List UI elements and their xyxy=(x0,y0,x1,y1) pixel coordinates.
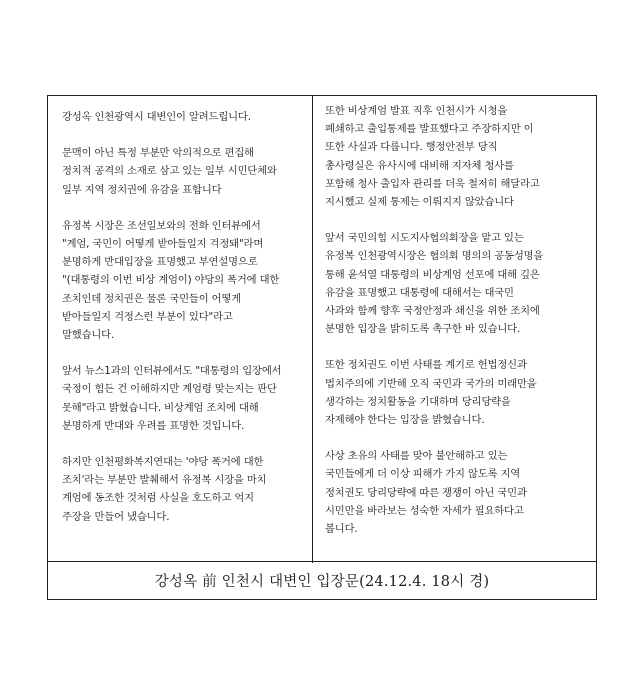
text-line: 또한 정치권도 이번 사태를 계기로 헌법정신과 xyxy=(325,359,527,372)
text-line: 생각하는 정치활동을 기대하며 당리당략을 xyxy=(325,395,511,408)
text-line: 유감을 표명했고 대통령에 대해서는 대국민 xyxy=(325,286,514,299)
text-line: 앞서 뉴스1과의 인터뷰에서도 "대통령의 입장에서 xyxy=(62,365,282,378)
text-line: 하지만 인천평화복지연대는 '야당 폭거에 대한 xyxy=(62,456,264,469)
text-line: 문맥이 아닌 특정 부분만 악의적으로 편집해 xyxy=(62,147,254,160)
text-line: 앞서 국민의힘 시도지사협의회장을 맡고 있는 xyxy=(325,232,524,245)
text-line: 사상 초유의 사태를 맞아 불안해하고 있는 xyxy=(325,450,508,463)
paragraph xyxy=(62,362,306,435)
text-line: 또한 비상계엄 발표 직후 인천시가 시청을 xyxy=(325,105,508,117)
right-column xyxy=(312,96,596,563)
paragraph-gap xyxy=(325,211,590,229)
paragraph xyxy=(325,356,590,429)
text-line: 유정복 인천광역시장은 협의회 명의의 공동성명을 xyxy=(325,250,544,263)
text-line: 국정이 힘든 건 이해하지만 계엄령 맞는지는 판단 xyxy=(62,383,277,396)
paragraph xyxy=(325,229,590,338)
text-line: 통해 윤석열 대통령의 비상계엄 선포에 대해 깊은 xyxy=(325,268,540,281)
text-line: 사과와 함께 향후 국정안정과 쇄신을 위한 조치에 xyxy=(325,305,540,318)
text-line: 정치적 공격의 소재로 삼고 있는 일부 시민단체와 xyxy=(62,165,277,178)
text-line: 자제해야 한다는 입장을 밝혔습니다. xyxy=(325,414,485,427)
text-line: 유정복 시장은 조선일보와의 전화 인터뷰에서 xyxy=(62,219,261,232)
text-line: 정치권도 당리당략에 따른 쟁쟁이 아닌 국민과 xyxy=(325,486,527,499)
paragraph-gap xyxy=(62,199,306,217)
text-line: 분명하게 반대입장을 표명했고 부연설명으로 xyxy=(62,256,258,269)
paragraph xyxy=(62,144,306,199)
text-line: "계엄, 국민이 어떻게 받아들일지 걱정돼"라며 xyxy=(62,238,264,251)
paragraph xyxy=(325,447,590,538)
text-line: "(대통령의 이번 비상 계엄이) 야당의 폭거에 대한 xyxy=(62,274,280,287)
text-line: 강성옥 인천광역시 대변인이 알려드립니다. xyxy=(62,111,251,123)
text-line: 일부 지역 정치권에 유감을 표합니다 xyxy=(62,183,222,196)
text-line: 분명한 입장을 밝히도록 촉구한 바 있습니다. xyxy=(325,323,521,336)
paragraph xyxy=(62,453,306,526)
text-line: 법치주의에 기반해 오직 국민과 국가의 미래만을 xyxy=(325,377,537,390)
paragraph xyxy=(62,217,306,344)
text-line: 총사령실은 유사시에 대비해 지자체 청사를 xyxy=(325,159,514,172)
text-line: 말했습니다. xyxy=(62,329,115,342)
paragraph xyxy=(325,102,590,211)
text-line: 못해"라고 밝혔습니다. 비상계엄 조치에 대해 xyxy=(62,401,259,414)
paragraph xyxy=(62,108,306,126)
paragraph-gap xyxy=(325,338,590,356)
text-line: 계엄에 동조한 것처럼 사실을 호도하고 억지 xyxy=(62,492,254,505)
text-line: 받아들일지 걱정스런 부분이 있다"라고 xyxy=(62,310,233,323)
text-line: 주장을 만들어 냈습니다. xyxy=(62,510,170,523)
statement-title: 강성옥 前 인천시 대변인 입장문(24.12.4. 18시 경) xyxy=(48,561,596,599)
text-line: 시민만을 바라보는 성숙한 자세가 필요하다고 xyxy=(325,504,524,517)
paragraph-gap xyxy=(62,344,306,362)
paragraph-gap xyxy=(325,429,590,447)
text-line: 폐쇄하고 출입통제를 발표했다고 주장하지만 이 xyxy=(325,123,534,136)
text-line: 조치인데 정치권은 물론 국민들이 어떻게 xyxy=(62,292,242,305)
paragraph-gap xyxy=(62,435,306,453)
text-line: 국민들에게 더 이상 피해가 가지 않도록 지역 xyxy=(325,468,521,481)
text-line: 포함해 청사 출입자 관리를 더욱 철저히 해달라고 xyxy=(325,177,540,190)
text-line: 조치'라는 부분만 발췌해서 유정복 시장을 마치 xyxy=(62,474,267,487)
statement-frame xyxy=(47,95,597,600)
text-line: 분명하게 반대와 우려를 표명한 것입니다. xyxy=(62,419,245,432)
paragraph-gap xyxy=(62,126,306,144)
text-line: 지시했고 실제 통제는 이뤄지지 않았습니다 xyxy=(325,196,514,209)
text-line: 또한 사실과 다릅니다. 행정안전부 당직 xyxy=(325,141,498,154)
left-column xyxy=(48,96,312,563)
text-line: 봅니다. xyxy=(325,523,358,536)
